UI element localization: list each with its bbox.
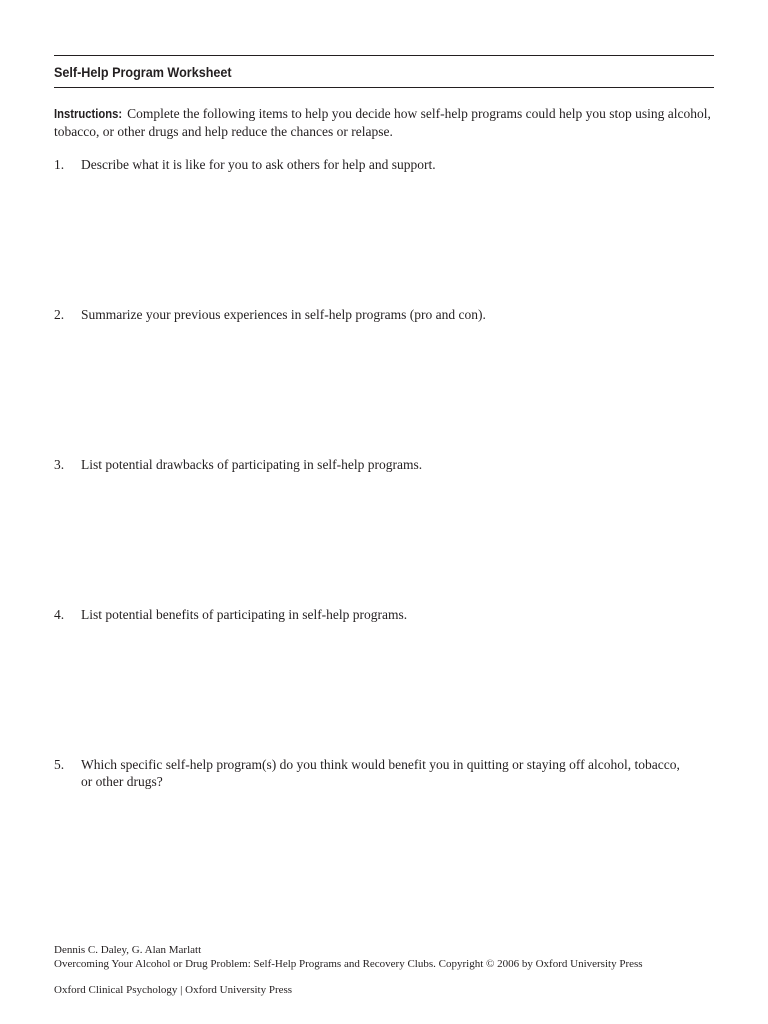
worksheet-item-1 bbox=[54, 156, 714, 173]
footer-citation: Overcoming Your Alcohol or Drug Problem: Self-Help Programs and Recovery Clubs. Copyright © 2006 by Oxford University Press bbox=[54, 958, 643, 970]
instructions-label: Instructions: bbox=[54, 107, 123, 121]
item-number: 4. bbox=[54, 607, 65, 622]
header-top-rule bbox=[54, 55, 714, 56]
footer-publisher: Oxford Clinical Psychology | Oxford University Press bbox=[54, 984, 293, 996]
footer-authors: Dennis C. Daley, G. Alan Marlatt bbox=[54, 944, 202, 956]
worksheet-item-3 bbox=[54, 456, 714, 473]
item-prompt: Summarize your previous experiences in self-help programs (pro and con). bbox=[81, 307, 486, 322]
item-number: 3. bbox=[54, 457, 65, 472]
worksheet-title: Self-Help Program Worksheet bbox=[54, 64, 232, 80]
header-bottom-rule bbox=[54, 87, 714, 88]
item-number: 1. bbox=[54, 157, 65, 172]
item-prompt: List potential drawbacks of participating in self-help programs. bbox=[81, 457, 423, 472]
item-number: 2. bbox=[54, 307, 65, 322]
instructions-paragraph bbox=[54, 105, 714, 140]
item-prompt: List potential benefits of participating in self-help programs. bbox=[81, 607, 408, 622]
instructions-text: Complete the following items to help you decide how self-help programs could help you stop using alcohol, tobacco, or other drugs and help reduce the chances or relapse. bbox=[54, 106, 711, 139]
item-number: 5. bbox=[54, 757, 65, 772]
item-prompt: Which specific self-help program(s) do you think would benefit you in quitting or staying off alcohol, tobacco, or other drugs? bbox=[81, 757, 680, 789]
worksheet-item-4 bbox=[54, 606, 714, 623]
worksheet-item-2 bbox=[54, 306, 714, 323]
worksheet-item-5 bbox=[54, 756, 714, 790]
item-prompt: Describe what it is like for you to ask others for help and support. bbox=[81, 157, 436, 172]
